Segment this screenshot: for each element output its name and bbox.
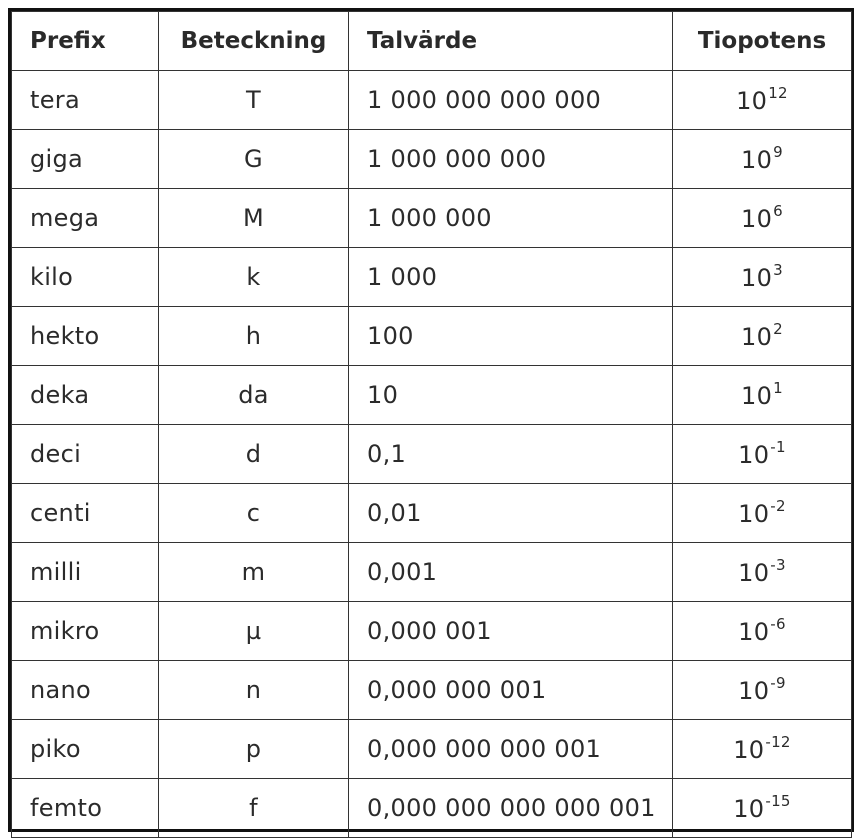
value-cell: 1 000 000: [349, 189, 673, 248]
value-cell: 0,1: [349, 425, 673, 484]
power-cell: [673, 543, 852, 602]
power-base: 10: [741, 381, 773, 410]
si-prefix-table: [11, 11, 852, 838]
power-exponent: -1: [770, 437, 786, 456]
prefix-cell: giga: [12, 130, 159, 189]
power-cell: [673, 307, 852, 366]
header-symbol: Beteckning: [159, 12, 349, 71]
table-row: [12, 307, 852, 366]
prefix-cell: tera: [12, 71, 159, 130]
value-cell: 0,01: [349, 484, 673, 543]
power-base: 10: [741, 145, 773, 174]
symbol-cell: k: [159, 248, 349, 307]
header-value: Talvärde: [349, 12, 673, 71]
value-cell: 1 000: [349, 248, 673, 307]
value-cell: 10: [349, 366, 673, 425]
table-header: [12, 12, 852, 71]
power-exponent: -3: [770, 555, 786, 574]
power-cell: [673, 366, 852, 425]
prefix-cell: deka: [12, 366, 159, 425]
symbol-cell: c: [159, 484, 349, 543]
power-base: 10: [736, 86, 768, 115]
prefix-cell: hekto: [12, 307, 159, 366]
symbol-cell: n: [159, 661, 349, 720]
value-cell: 0,000 001: [349, 602, 673, 661]
power-base: 10: [738, 676, 770, 705]
value-cell: 0,000 000 001: [349, 661, 673, 720]
prefix-cell: centi: [12, 484, 159, 543]
value-cell: 1 000 000 000: [349, 130, 673, 189]
value-cell: 0,001: [349, 543, 673, 602]
power-exponent: 9: [773, 142, 783, 161]
symbol-cell: µ: [159, 602, 349, 661]
prefix-cell: mega: [12, 189, 159, 248]
power-cell: [673, 720, 852, 779]
power-exponent: -12: [765, 732, 791, 751]
value-cell: 100: [349, 307, 673, 366]
table-row: [12, 720, 852, 779]
value-cell: 0,000 000 000 001: [349, 720, 673, 779]
header-prefix: Prefix: [12, 12, 159, 71]
power-exponent: 3: [773, 260, 783, 279]
prefix-cell: kilo: [12, 248, 159, 307]
prefix-cell: piko: [12, 720, 159, 779]
symbol-cell: G: [159, 130, 349, 189]
prefix-cell: femto: [12, 779, 159, 838]
power-base: 10: [738, 617, 770, 646]
symbol-cell: da: [159, 366, 349, 425]
power-cell: [673, 189, 852, 248]
table-row: [12, 661, 852, 720]
table-row: [12, 484, 852, 543]
table-row: [12, 602, 852, 661]
power-base: 10: [733, 794, 765, 823]
power-base: 10: [738, 499, 770, 528]
power-exponent: 12: [768, 83, 788, 102]
table-row: [12, 366, 852, 425]
power-exponent: 2: [773, 319, 783, 338]
power-cell: [673, 602, 852, 661]
symbol-cell: h: [159, 307, 349, 366]
power-exponent: -2: [770, 496, 786, 515]
power-base: 10: [741, 322, 773, 351]
value-cell: 0,000 000 000 000 001: [349, 779, 673, 838]
power-exponent: 1: [773, 378, 783, 397]
table-row: [12, 189, 852, 248]
table-row: [12, 71, 852, 130]
power-cell: [673, 130, 852, 189]
power-exponent: 6: [773, 201, 783, 220]
table-row: [12, 779, 852, 838]
power-cell: [673, 425, 852, 484]
power-base: 10: [738, 558, 770, 587]
prefix-cell: nano: [12, 661, 159, 720]
table-body: [12, 71, 852, 838]
power-cell: [673, 661, 852, 720]
prefix-cell: deci: [12, 425, 159, 484]
power-exponent: -15: [765, 791, 791, 810]
power-base: 10: [733, 735, 765, 764]
power-exponent: -9: [770, 673, 786, 692]
header-power: Tiopotens: [673, 12, 852, 71]
symbol-cell: m: [159, 543, 349, 602]
symbol-cell: p: [159, 720, 349, 779]
power-base: 10: [741, 204, 773, 233]
symbol-cell: d: [159, 425, 349, 484]
prefix-table-container: [8, 8, 854, 832]
power-cell: [673, 484, 852, 543]
power-base: 10: [741, 263, 773, 292]
power-cell: [673, 248, 852, 307]
symbol-cell: M: [159, 189, 349, 248]
header-row: [12, 12, 852, 71]
prefix-cell: mikro: [12, 602, 159, 661]
prefix-cell: milli: [12, 543, 159, 602]
symbol-cell: f: [159, 779, 349, 838]
table-row: [12, 248, 852, 307]
power-cell: [673, 779, 852, 838]
power-base: 10: [738, 440, 770, 469]
value-cell: 1 000 000 000 000: [349, 71, 673, 130]
table-row: [12, 543, 852, 602]
power-cell: [673, 71, 852, 130]
table-row: [12, 130, 852, 189]
table-row: [12, 425, 852, 484]
symbol-cell: T: [159, 71, 349, 130]
power-exponent: -6: [770, 614, 786, 633]
